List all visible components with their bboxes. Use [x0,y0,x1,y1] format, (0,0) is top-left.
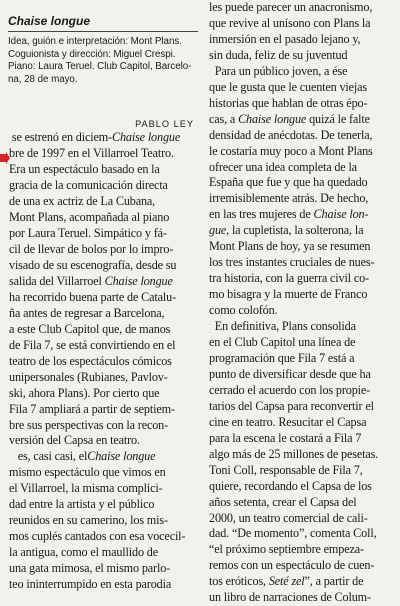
text-line [9,210,198,226]
text-segment: visado de su escenografía, desde su [9,258,177,272]
left-column [6,0,198,592]
text-segment: Mont Plans de hoy, ya se resumen [209,239,371,254]
text-line [209,255,397,271]
text-segment: la cupletista, la solterona, la [229,223,364,238]
text-line [209,367,397,383]
text-segment: irremisiblemente atrás. De hecho, [209,191,369,206]
text-segment: bre de 1997 en el Villarroel Teatro. [9,146,174,161]
text-line [9,226,198,242]
text-segment: el Villarroel, la misma complici- [9,481,163,496]
text-segment: 2000, un teatro comercial de cali- [209,510,368,525]
text-line [209,239,397,255]
text-line [9,370,198,386]
text-line [209,48,397,64]
text-line [209,511,397,527]
review-title: Chaise longue [8,14,91,28]
text-line [9,577,198,593]
text-line [209,128,397,144]
text-line [9,402,198,418]
text-line [209,574,397,590]
text-line [9,322,198,338]
text-segment: por Laura Teruel. Simpático y fá- [9,226,167,241]
text-segment: Fila 7 ampliará a partir de septiem- [9,401,175,416]
text-line [9,290,198,306]
text-line [9,258,198,274]
text-segment: cerrado el acuerdo con los propie- [209,382,371,397]
text-line [9,338,198,354]
red-arrow-marker-icon [0,152,10,164]
text-line [209,431,397,447]
text-line [9,418,198,434]
text-line [9,529,198,545]
text-segment: España que fue y que ha quedado [209,175,368,190]
text-line [209,303,397,319]
italic-text: gue, [209,223,230,238]
text-line [209,160,397,176]
text-segment: algo más de 25 millones de pesetas. [209,446,379,461]
text-line [209,558,397,574]
text-line [9,386,198,402]
text-segment: como colofón. [209,303,278,318]
credits-line: Piano: Laura Teruel. Club Capitol, Barcelo- [8,61,192,73]
credits-line: na, 28 de mayo. [8,73,78,85]
text-segment: una gata mimosa, el mismo parlo- [9,561,171,576]
text-segment: años setenta, crear el Capsa del [209,494,357,509]
text-segment: Mont Plans, acompañada al piano [9,210,170,225]
text-line [9,433,198,449]
text-line [209,144,397,160]
left-body-text [6,130,198,593]
text-segment: dad. “De momento”, comenta Coll, [209,526,377,541]
text-segment: salida del Villarroel [9,273,105,288]
author-byline: PABLO LEY [135,119,194,130]
italic-text: Chaise longue [104,273,173,288]
text-segment: que le gusta que le cuenten viejas [209,79,368,94]
text-segment: ”, a partir de [304,574,364,589]
text-segment: Era un espectáculo basado en la [9,162,160,177]
text-line [9,146,198,162]
text-segment: inmersión en el pasado lejano y, [209,31,361,46]
text-segment: un libro de narraciones de Colum- [209,590,371,605]
text-line [209,399,397,415]
text-line [209,271,397,287]
italic-text: Chaise longue [238,111,307,126]
text-line [9,497,198,513]
text-segment: que revive al unísono con Plans la [209,15,371,30]
text-segment: cas, a [209,111,239,126]
text-segment: mo bisagra y la muerte de Franco [209,287,368,302]
text-segment: cine en teatro. Resucitar el Capsa [209,414,367,429]
text-line [9,354,198,370]
text-line [209,191,397,207]
text-line [209,319,397,335]
text-line [209,175,397,191]
text-line [9,465,198,481]
credits-block [6,32,198,86]
text-line [209,112,397,128]
text-line [209,32,397,48]
text-segment: historias que hablan de otras épo- [209,95,368,110]
credits-line: Coguionista y dirección: Miguel Crespi. [8,48,176,60]
text-line [209,96,397,112]
text-line [9,130,198,146]
text-segment: tarios del Capsa para reconvertir el [209,398,374,413]
text-line [9,274,198,290]
text-line [9,449,198,465]
text-segment: tos eróticos, [209,574,269,589]
text-segment: sin duda, feliz de su juventud [209,47,348,62]
text-segment: les puede parecer un anacronismo, [209,0,373,14]
text-line [209,447,397,463]
text-line [209,590,397,606]
text-segment: teo ininterrumpido en esta parodia [9,577,172,592]
text-segment: “el próximo septiembre empeza- [209,542,364,557]
text-line [209,207,397,223]
text-segment: mos cuplés cantados con esa vocecil- [9,529,186,544]
text-line [9,162,198,178]
text-line [9,481,198,497]
text-line [209,80,397,96]
text-line [209,415,397,431]
text-segment: tra historia, con la guerra civil co- [209,271,369,286]
text-line [9,242,198,258]
text-segment: ski, ahora Plans). Por cierto que [9,385,160,400]
italic-text: Chaise lon- [313,207,369,222]
text-line [209,383,397,399]
text-segment: Toni Coll, responsable de Fila 7, [209,462,363,477]
text-segment: ofrecer una idea completa de la [209,159,357,174]
text-segment: dad entre la artista y el público [9,497,155,512]
text-segment: la antigua, como el maullido de [9,545,159,560]
text-segment: en las tres mujeres de [209,207,314,222]
text-segment: cil de llevar de bolos por lo impro- [9,242,174,257]
text-segment: le costaría muy poco a Mont Plans [209,143,373,158]
italic-text: Seté zel [268,574,305,589]
text-line [209,463,397,479]
text-segment: punto de diversificar desde que ha [209,366,371,381]
text-segment: en el Club Capitol una línea de [209,335,356,350]
text-segment: bre sus perspectivas con la recon- [9,417,169,432]
text-segment: programación que Fila 7 está a [209,350,355,365]
text-segment: teatro de los espectáculos cómicos [9,353,172,368]
text-line [209,495,397,511]
text-line [9,194,198,210]
text-segment: para la escena le costará a Fila 7 [209,430,362,445]
credits-line: Idea, guión e interpretación: Mont Plans. [8,36,182,47]
text-segment: mismo espectáculo que vimos en [9,465,166,480]
text-segment: densidad de anécdotas. De tenerla, [209,127,373,142]
text-line [209,542,397,558]
text-segment: remos con un espectáculo de cuen- [209,558,375,573]
text-segment: Para un público joven, a ése [209,63,348,78]
text-segment: a este Club Capitol que, de manos [9,321,171,336]
text-line [9,561,198,577]
text-segment: En definitiva, Plans consolida [209,319,356,334]
text-segment: gracia de la comunicación directa [9,178,168,193]
text-line [209,64,397,80]
italic-text: Chaise longue [111,130,181,145]
text-line [9,178,198,194]
text-line [209,287,397,303]
text-segment: es, casi casi, el [14,449,88,464]
text-line [9,306,198,322]
text-line [209,351,397,367]
text-line [209,223,397,239]
text-segment: versión del Capsa en teatro. [9,433,140,448]
right-column [207,0,397,605]
text-segment: los tres instantes cruciales de nues- [209,255,375,270]
text-line [9,545,198,561]
text-line [9,513,198,529]
text-line [209,0,397,16]
text-line [209,479,397,495]
text-line [209,16,397,32]
right-body-text [207,0,397,606]
text-segment: ha recorrido buena parte de Catalu- [9,289,176,304]
text-line [209,335,397,351]
text-segment: se estrenó en diciem- [9,130,112,145]
italic-text: Chaise longue [87,449,156,464]
text-segment: unipersonales (Rubianes, Pavlov- [9,369,168,384]
text-segment: quizá le falte [306,111,370,126]
text-segment: quiere, recordando el Capsa de los [209,478,372,493]
text-segment: de Fila 7, se está convirtiendo en el [9,337,176,352]
text-line [209,526,397,542]
text-segment: de una ex actriz de La Cubana, [9,194,156,209]
text-segment: ña antes de regresar a Barcelona, [9,305,165,320]
text-segment: reunidos en su camerino, los mis- [9,513,168,528]
